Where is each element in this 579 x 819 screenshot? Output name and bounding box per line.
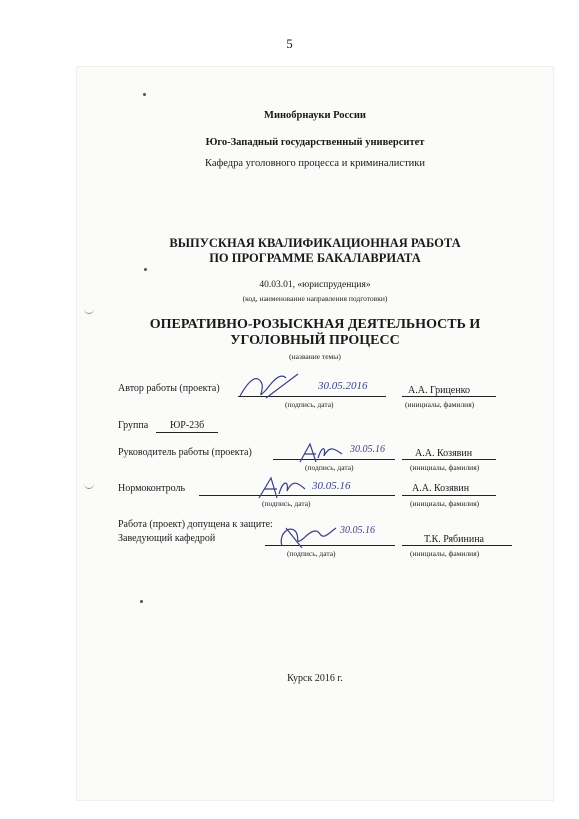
admission-label: Работа (проект) допущена к защите: [118,519,273,530]
normcontrol-sign-caption: (подпись, дата) [262,499,311,508]
direction-caption: (код, наименование направления подготовки) [242,294,388,303]
topic-caption: (название темы) [289,352,341,361]
group-label: Группа [118,420,149,431]
author-label: Автор работы (проекта) [118,383,220,394]
group-value: ЮР-23б [170,420,205,431]
head-label: Заведующий кафедрой [118,533,216,544]
normcontrol-initials-caption: (инициалы, фамилия) [410,499,480,508]
author-sign-caption: (подпись, дата) [285,400,334,409]
normcontrol-name: А.А. Козявин [412,483,470,494]
supervisor-sign-caption: (подпись, дата) [305,463,354,472]
supervisor-label: Руководитель работы (проекта) [118,447,252,458]
normcontrol-name-line [402,495,496,496]
page-number: 5 [286,36,293,51]
author-name: А.А. Гриценко [408,385,470,396]
topic-line-2: УГОЛОВНЫЙ ПРОЦЕСС [230,333,400,348]
head-sign-caption: (подпись, дата) [287,549,336,558]
scan-speck [143,93,146,96]
group-line [156,432,218,433]
topic-line-1: ОПЕРАТИВНО-РОЗЫСКНАЯ ДЕЯТЕЛЬНОСТЬ И [149,317,481,332]
scan-speck [140,600,143,603]
supervisor-name-line [402,459,496,460]
work-type-line-1: ВЫПУСКНАЯ КВАЛИФИКАЦИОННАЯ РАБОТА [169,236,461,250]
head-name-line [402,545,512,546]
scan-speck [144,268,147,271]
author-date: 30.05.2016 [318,380,368,392]
scanned-page [76,66,554,801]
normcontrol-date: 30.05.16 [312,480,351,492]
normcontrol-label: Нормоконтроль [118,483,186,494]
head-date: 30.05.16 [340,525,375,536]
supervisor-initials-caption: (инициалы, фамилия) [410,463,480,472]
author-name-line [402,396,496,397]
author-initials-caption: (инициалы, фамилия) [405,400,475,409]
ministry-name: Минобрнауки России [264,110,366,121]
thesis-topic [76,317,554,349]
department-name: Кафедра уголовного процесса и криминалистики [204,158,426,169]
supervisor-name: А.А. Козявин [415,448,473,459]
city-year: Курск 2016 г. [287,673,343,684]
head-name: Т.К. Рябинина [424,534,484,545]
work-type-title [76,236,554,266]
direction-code: 40.03.01, «юриспруденция» [259,280,371,290]
head-initials-caption: (инициалы, фамилия) [410,549,480,558]
supervisor-date: 30.05.16 [350,444,385,455]
head-signature [276,520,340,552]
work-type-line-2: ПО ПРОГРАММЕ БАКАЛАВРИАТА [209,251,421,265]
university-name: Юго-Западный государственный университет [205,137,425,148]
